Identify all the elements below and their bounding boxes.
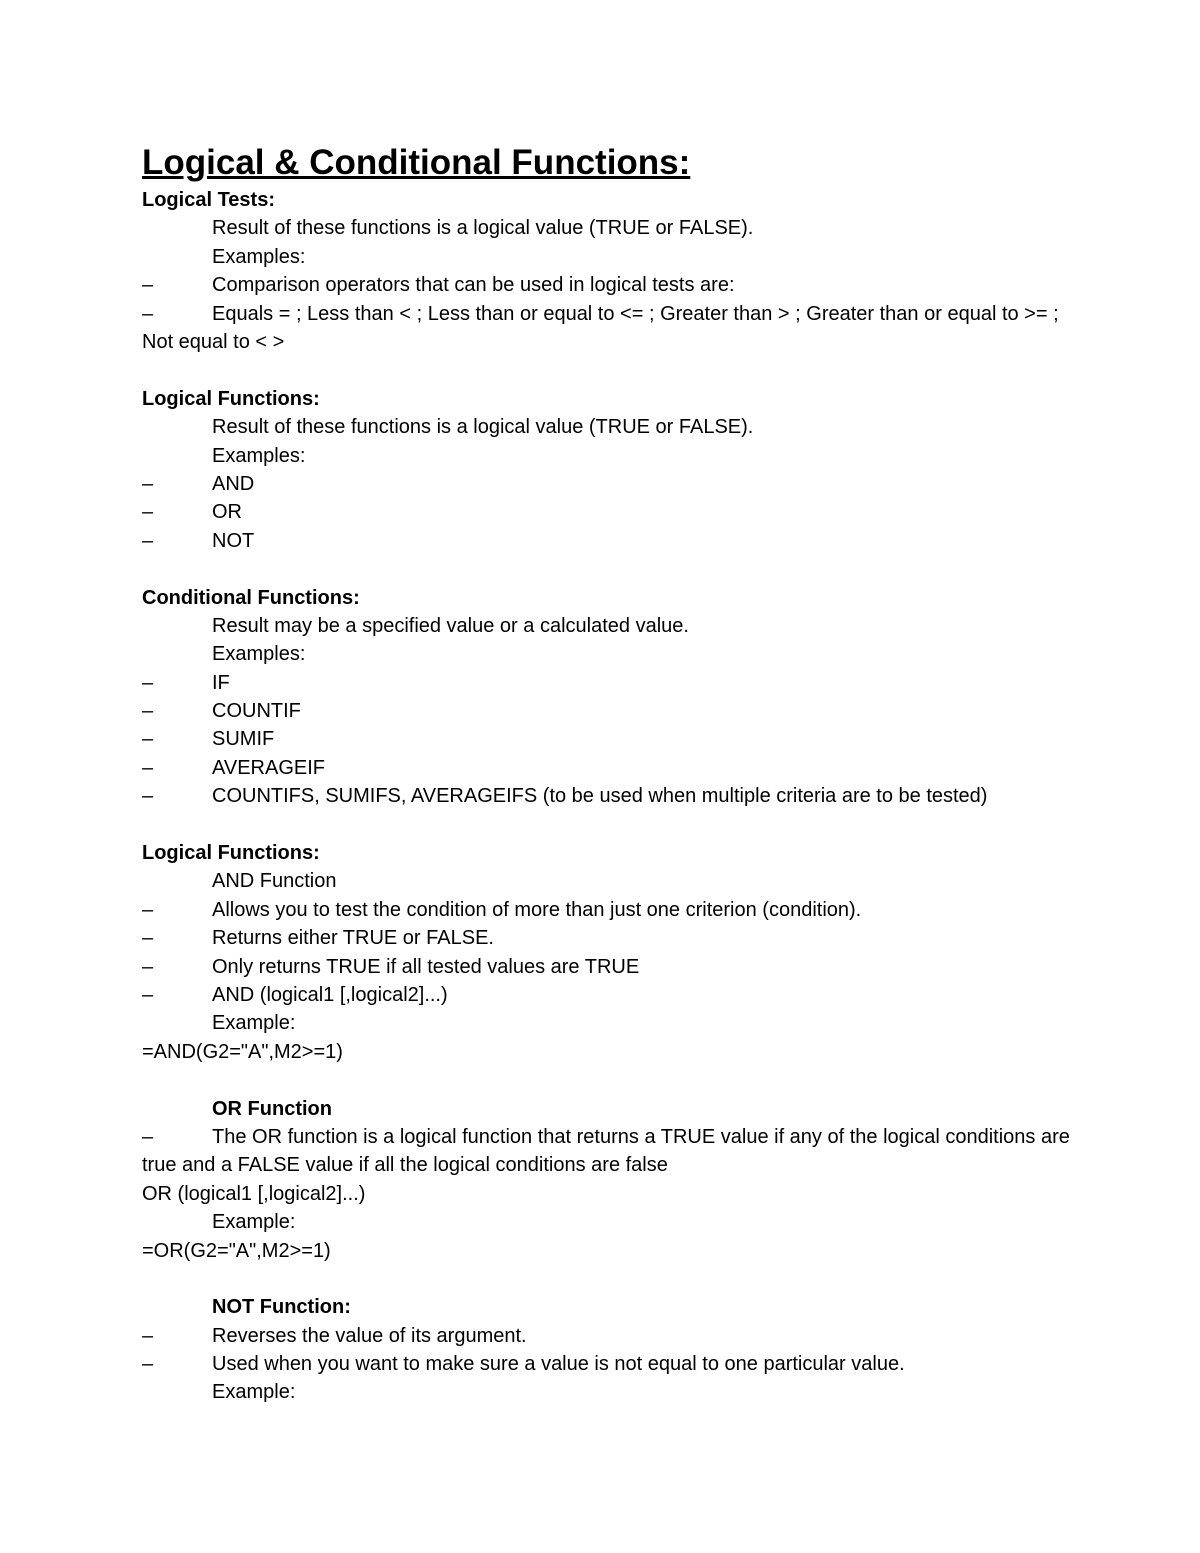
dash-bullet: – [142, 1353, 154, 1376]
conditional-functions-heading: Conditional Functions: [142, 586, 360, 609]
spacer [142, 811, 1072, 839]
dash-bullet: – [142, 529, 154, 552]
list-item [142, 271, 1072, 299]
dash-bullet: – [142, 1324, 154, 1347]
list-item-text: Used when you want to make sure a value is not equal to one particular value. [212, 1353, 905, 1376]
logical-functions-examples-label: Examples: [212, 444, 306, 467]
list-item [142, 1350, 1072, 1378]
dash-bullet: – [142, 501, 154, 524]
list-item [142, 782, 1072, 810]
spacer [142, 1066, 1072, 1094]
or-function-title: OR Function [212, 1097, 332, 1120]
list-item-text: The OR function is a logical function that returns a TRUE value if any of the logical conditions are true and a FALSE value if all the logical conditions are false [142, 1125, 1070, 1177]
list-item-text: COUNTIF [212, 700, 301, 723]
spacer [142, 555, 1072, 583]
or-example-label: Example: [212, 1211, 296, 1234]
logical-functions-heading: Logical Functions: [142, 387, 320, 410]
dash-bullet: – [142, 898, 154, 921]
dash-bullet: – [142, 955, 154, 978]
list-item [142, 697, 1072, 725]
and-example-label: Example: [212, 1012, 296, 1035]
list-item-text: Reverses the value of its argument. [212, 1324, 527, 1347]
logical-functions-detail-heading: Logical Functions: [142, 842, 320, 865]
or-example-formula: =OR(G2="A",M2>=1) [142, 1239, 331, 1262]
document-page [142, 140, 1072, 1407]
not-function-title: NOT Function: [212, 1296, 351, 1319]
list-item-text: AVERAGEIF [212, 756, 325, 779]
logical-tests-examples-label: Examples: [212, 245, 306, 268]
or-syntax: OR (logical1 [,logical2]...) [142, 1182, 366, 1205]
list-item [142, 300, 1072, 357]
list-item-text: COUNTIFS, SUMIFS, AVERAGEIFS (to be used when multiple criteria are to be tested) [212, 785, 988, 808]
dash-bullet: – [142, 1125, 154, 1148]
list-item [142, 1322, 1072, 1350]
logical-tests-heading: Logical Tests: [142, 189, 275, 211]
logical-functions-description: Result of these functions is a logical value (TRUE or FALSE). [212, 416, 754, 439]
and-function-title: AND Function [212, 870, 337, 893]
list-item [142, 527, 1072, 555]
list-item [142, 669, 1072, 697]
list-item-text: NOT [212, 529, 255, 552]
list-item-text: SUMIF [212, 728, 275, 751]
dash-bullet: – [142, 700, 154, 723]
dash-bullet: – [142, 927, 154, 950]
logical-tests-description: Result of these functions is a logical value (TRUE or FALSE). [212, 217, 754, 240]
not-example-label: Example: [212, 1381, 296, 1404]
list-item-text: OR [212, 501, 242, 524]
dash-bullet: – [142, 302, 154, 325]
list-item-text: IF [212, 671, 230, 694]
list-item [142, 981, 1072, 1009]
conditional-functions-description: Result may be a specified value or a calculated value. [212, 614, 689, 637]
list-item [142, 953, 1072, 981]
dash-bullet: – [142, 472, 154, 495]
list-item [142, 924, 1072, 952]
list-item-text: AND [212, 472, 255, 495]
list-item [142, 1123, 1072, 1180]
and-example-formula: =AND(G2="A",M2>=1) [142, 1040, 343, 1063]
dash-bullet: – [142, 671, 154, 694]
spacer [142, 1265, 1072, 1293]
dash-bullet: – [142, 728, 154, 751]
list-item-text: Allows you to test the condition of more than just one criterion (condition). [212, 898, 862, 921]
dash-bullet: – [142, 756, 154, 779]
conditional-functions-examples-label: Examples: [212, 643, 306, 666]
list-item-text: Comparison operators that can be used in logical tests are: [212, 274, 735, 297]
dash-bullet: – [142, 785, 154, 808]
list-item-text: Returns either TRUE or FALSE. [212, 927, 494, 950]
list-item [142, 725, 1072, 753]
list-item [142, 498, 1072, 526]
dash-bullet: – [142, 274, 154, 297]
spacer [142, 356, 1072, 384]
list-item-text: Only returns TRUE if all tested values are TRUE [212, 955, 640, 978]
list-item [142, 470, 1072, 498]
list-item-text: Equals = ; Less than < ; Less than or equal to <= ; Greater than > ; Greater than or equal to >= ; Not equal to < > [142, 302, 1059, 353]
document-title: Logical & Conditional Functions: [142, 143, 691, 182]
list-item [142, 754, 1072, 782]
list-item-text: AND (logical1 [,logical2]...) [212, 983, 448, 1006]
dash-bullet: – [142, 983, 154, 1006]
list-item [142, 896, 1072, 924]
